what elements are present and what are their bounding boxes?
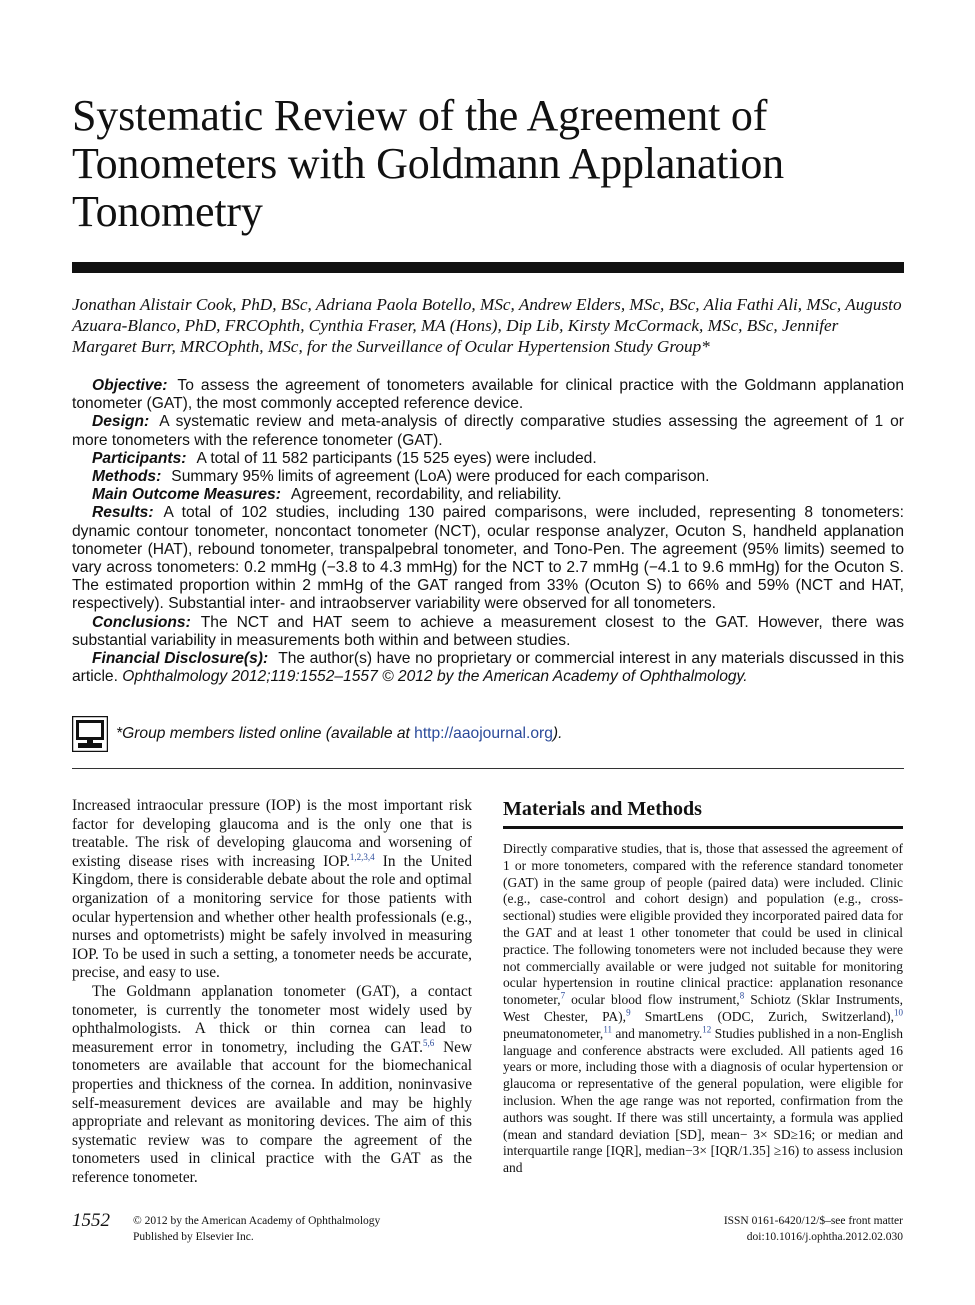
abstract-disclosure: Financial Disclosure(s): The author(s) have no proprietary or commercial interest in any materials discussed in this article. Ophthalmology 2012;119:1552–1557 © 2012 by the American Academy of Ophthalmology. [72, 650, 904, 686]
methods-paragraph: Directly comparative studies, that is, those that assessed the agreement of 1 or more tonometers, compared with the reference standard tonometer (GAT) in the same group of people (paired data) were included. Clinic (e.g., case-control and cohort design) and population (e.g., cross-sectional) studies were eligible provided they incorporated paired data for the GAT and at least 1 other tonometer that could be used in clinical practice. The following tonometers were not included because they were not commercially available or were judged not suitable for monitoring ocular hypertension in routine clinical practice: applanation resonance tonometer,$^7$ ocular blood flow instrument,$^8$ Schiotz (Sklar Instruments, West Chester, PA),$^9$ SmartLens (ODC, Zurich, Switzerland),$^{10}$ pneumatonometer,$^{11}$ and manometry.$^{12}$ Studies published in a non-English language and conference abstracts were excluded. All patients aged 16 years or more, including those with a diagnosis of ocular hypertension or glaucoma or representative of the general population, were eligible for inclusion. When the age range was not reported, confirmation from the authors was sought. If there was still uncertainty, a formula was applied (mean and standard deviation [SD], mean− 3× SD≥16; or median and interquartile range [IQR], median−3× [IQR/1.35] ≥16) to assess inclusion and [503, 841, 904, 1176]
reference-link[interactable]: 11 [603, 1024, 612, 1035]
title-rule [72, 262, 904, 273]
abstract-conclusions: Conclusions: The NCT and HAT seem to achieve a measurement closest to the GAT. However, there was substantial variability in measurements both within and between studies. [72, 613, 904, 649]
page-number: 1552 [72, 1210, 110, 1231]
reference-link[interactable]: 12 [702, 1024, 712, 1035]
author-list: Jonathan Alistair Cook, PhD, BSc, Adriana Paola Botello, MSc, Andrew Elders, MSc, BSc, Alia Fathi Ali, MSc, Augusto Azuara-Blanco, PhD, FRCOphth, Cynthia Fraser, MA (Hons), Dip Lib, Kirsty McCormack, MSc, BSc, Jennifer Margaret Burr, MRCOphth, MSc, for the Surveillance of Ocular Hypertension Study Group* [72, 295, 902, 356]
journal-link[interactable]: http://aaojournal.org [414, 725, 553, 742]
doi-line: doi:10.1016/j.ophtha.2012.02.030 [746, 1230, 903, 1243]
abstract-objective: Objective: To assess the agreement of tonometers available for clinical practice with the Goldmann applanation tonometer (GAT), the most commonly accepted reference device. [72, 377, 904, 413]
intro-paragraph-1: Increased intraocular pressure (IOP) is the most important risk factor for developing glaucoma and is the only one that is treatable. The risk of developing glaucoma and worsening of existing disease rises with increasing IOP.$^{1,2,3,4}$ In the United Kingdom, there is considerable debate about the role and optimal organization of a monitoring service for those patients with ocular hypertension and whether other health professionals (e.g., nurses and optometrists) might be safely involved in measuring IOP. To be used in such a setting, a tonometer needs be accurate, precise, and easy to use. [72, 797, 472, 982]
article-title: Systematic Review of the Agreement of Tonometers with Goldmann Applanation Tonometry [72, 91, 784, 236]
methods-column [503, 795, 903, 1177]
issn-line: ISSN 0161-6420/12/$–see front matter [723, 1215, 903, 1227]
abstract-outcome: Main Outcome Measures: Agreement, recordability, and reliability. [92, 486, 562, 504]
intro-paragraph-2: The Goldmann applanation tonometer (GAT), a contact tonometer, is currently the tonometer most widely used by ophthalmologists. A thick or thin cornea can lead to measurement error in tonometry, including the GAT.$^{5,6}$ New tonometers are available that account for the biomechanical properties and thickness of the cornea. In addition, noninvasive self-measurement devices are available and may be highly appropriate and relevant as monitoring devices. The aim of this systematic review was to compare the agreement of the tonometers used in clinical practice with the GAT as the reference tonometer. [72, 982, 473, 1186]
section-divider [72, 768, 904, 769]
abstract-design: Design: A systematic review and meta-analysis of directly comparative studies assessing the agreement of 1 or more tonometers with the reference tonometer (GAT). [72, 413, 904, 449]
article-citation: Ophthalmology 2012;119:1552–1557 © 2012 by the American Academy of Ophthalmology. [122, 668, 748, 686]
online-note: *Group members listed online (available at http://aaojournal.org). [72, 716, 904, 754]
footer-right [560, 1214, 903, 1245]
reference-link[interactable]: 1,2,3,4 [349, 851, 375, 862]
reference-link[interactable]: 5,6 [423, 1037, 435, 1048]
abstract [72, 377, 904, 686]
section-rule [503, 826, 903, 829]
introduction-column [72, 797, 472, 1187]
reference-link[interactable]: 7 [560, 990, 566, 1001]
monitor-icon [72, 716, 108, 752]
copyright-line: © 2012 by the American Academy of Ophthalmology [133, 1215, 381, 1227]
abstract-methods: Methods: Summary 95% limits of agreement (LoA) were produced for each comparison. [92, 468, 710, 486]
abstract-participants: Participants: A total of 11 582 participants (15 525 eyes) were included. [92, 449, 597, 467]
reference-link[interactable]: 8 [739, 990, 745, 1001]
publisher-line: Published by Elsevier Inc. [133, 1230, 254, 1243]
abstract-results: Results: A total of 102 studies, including 130 paired comparisons, were included, representing 8 tonometers: dynamic contour tonometer, noncontact tonometer (NCT), ocular response analyzer, Ocuton S, handheld applanation tonometer (HAT), rebound tonometer, transpalpebral tonometer, and Tono-Pen. The agreement (95% limits) seemed to vary across tonometers: 0.2 mmHg (−3.8 to 4.3 mmHg) for the NCT to 2.7 mmHg (−4.1 to 9.6 mmHg) for the Ocuton S. The estimated proportion within 2 mmHg of the GAT ranged from 33% (Ocuton S) to 66% and 59% (NCT and HAT, respectively). Substantial inter- and intraobserver variability were observed for all tonometers. [72, 504, 904, 613]
reference-link[interactable]: 10 [894, 1007, 904, 1018]
reference-link[interactable]: 9 [626, 1007, 631, 1018]
section-heading: Materials and Methods [503, 798, 702, 820]
